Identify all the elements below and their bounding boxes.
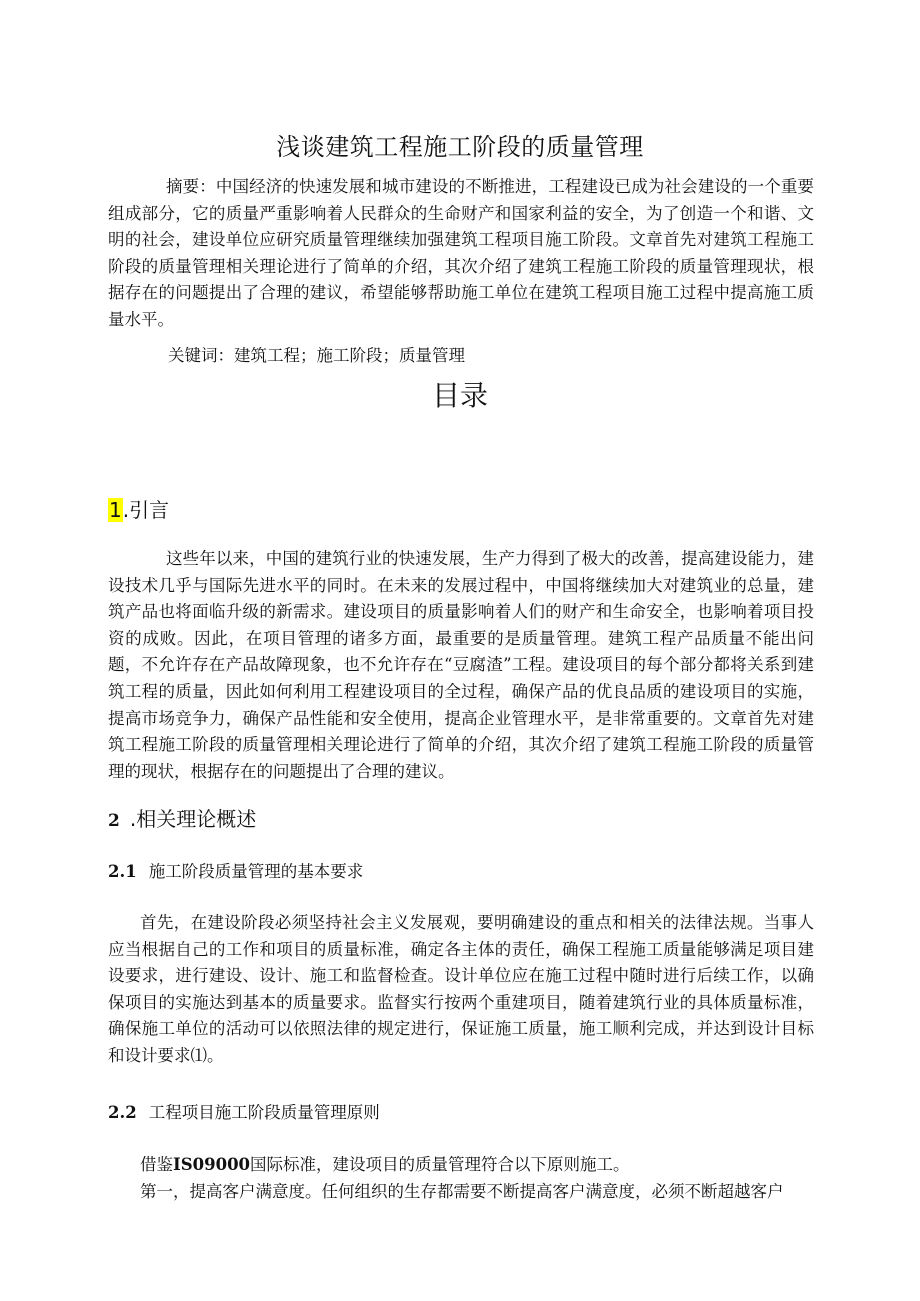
toc-title: 目录 xyxy=(431,379,488,412)
section-2-2-paragraphs xyxy=(108,1152,814,1205)
section-2-1-title: 施工阶段质量管理的基本要求 xyxy=(148,862,364,881)
section-2-heading xyxy=(108,804,256,836)
section-1-paragraph: 这些年以来，中国的建筑行业的快速发展，生产力得到了极大的改善，提高建设能力，建设技术几乎与国际先进水平的同时。在未来的发展过程中，中国将继续加大对建筑业的总量，建筑产品也将面临升级的新需求。建设项目的质量影响着人们的财产和生命安全，也影响着项目投资的成败。因此，在项目管理的诸多方面，最重要的是质量管理。建筑工程产品质量不能出问题，不允许存在产品故障现象，也不允许存在“豆腐渣”工程。建设项目的每个部分都将关系到建筑工程的质量，因此如何利用工程建设项目的全过程，确保产品的优良品质的建设项目的实施，提高市场竞争力，确保产品性能和安全使用，提高企业管理水平，是非常重要的。文章首先对建筑工程施工阶段的质量管理相关理论进行了简单的介绍，其次介绍了建筑工程施工阶段的质量管理的现状，根据存在的问题提出了合理的建议。 xyxy=(108,549,814,781)
iso-standard-label: IS09000 xyxy=(173,1155,251,1174)
section-2-2-paragraph-2: 第一，提高客户满意度。任何组织的生存都需要不断提高客户满意度，必须不断超越客户 xyxy=(140,1181,784,1201)
keywords-line: 关键词：建筑工程；施工阶段；质量管理 xyxy=(168,346,465,365)
section-2-title: .相关理论概述 xyxy=(129,807,257,831)
para-suffix: 国际标准，建设项目的质量管理符合以下原则施工。 xyxy=(250,1155,630,1174)
section-2-2-paragraph-1 xyxy=(108,1152,814,1179)
document-title: 浅谈建筑工程施工阶段的质量管理 xyxy=(276,133,644,161)
section-1-heading xyxy=(108,495,169,525)
section-2-1-paragraph: 首先，在建设阶段必须坚持社会主义发展观，要明确建设的重点和相关的法律法规。当事人应当根据自己的工作和项目的质量标准，确定各主体的责任，确保工程施工质量能够满足项目建设要求，进行建设、设计、施工和监督检查。设计单位应在施工过程中随时进行后续工作，以确保项目的实施达到基本的质量要求。监督实行按两个重建项目，随着建筑行业的具体质量标准，确保施工单位的活动可以依照法律的规定进行，保证施工质量，施工顺利完成，并达到设计目标和设计要求⑴。 xyxy=(108,913,814,1065)
para-prefix: 借鉴 xyxy=(140,1155,173,1174)
section-1-number: 1 xyxy=(109,498,122,522)
abstract-paragraph: 摘要：中国经济的快速发展和城市建设的不断推进，工程建设已成为社会建设的一个重要组成部分，它的质量严重影响着人民群众的生命财产和国家利益的安全，为了创造一个和谐、文明的社会，建设单位应研究质量管理继续加强建筑工程项目施工阶段。文章首先对建筑工程施工阶段的质量管理相关理论进行了简单的介绍，其次介绍了建筑工程施工阶段的质量管理现状，根据存在的问题提出了合理的建议，希望能够帮助施工单位在建筑工程项目施工过程中提高施工质量水平。 xyxy=(108,177,814,329)
section-1-title: .引言 xyxy=(122,498,170,522)
section-2-1-heading xyxy=(108,859,363,885)
section-2-1-number: 2.1 xyxy=(108,862,137,881)
section-2-2-title: 工程项目施工阶段质量管理原则 xyxy=(148,1103,380,1122)
section-2-2-number: 2.2 xyxy=(108,1103,137,1122)
section-2-2-heading xyxy=(108,1100,380,1126)
section-2-number: 2 xyxy=(108,811,120,831)
